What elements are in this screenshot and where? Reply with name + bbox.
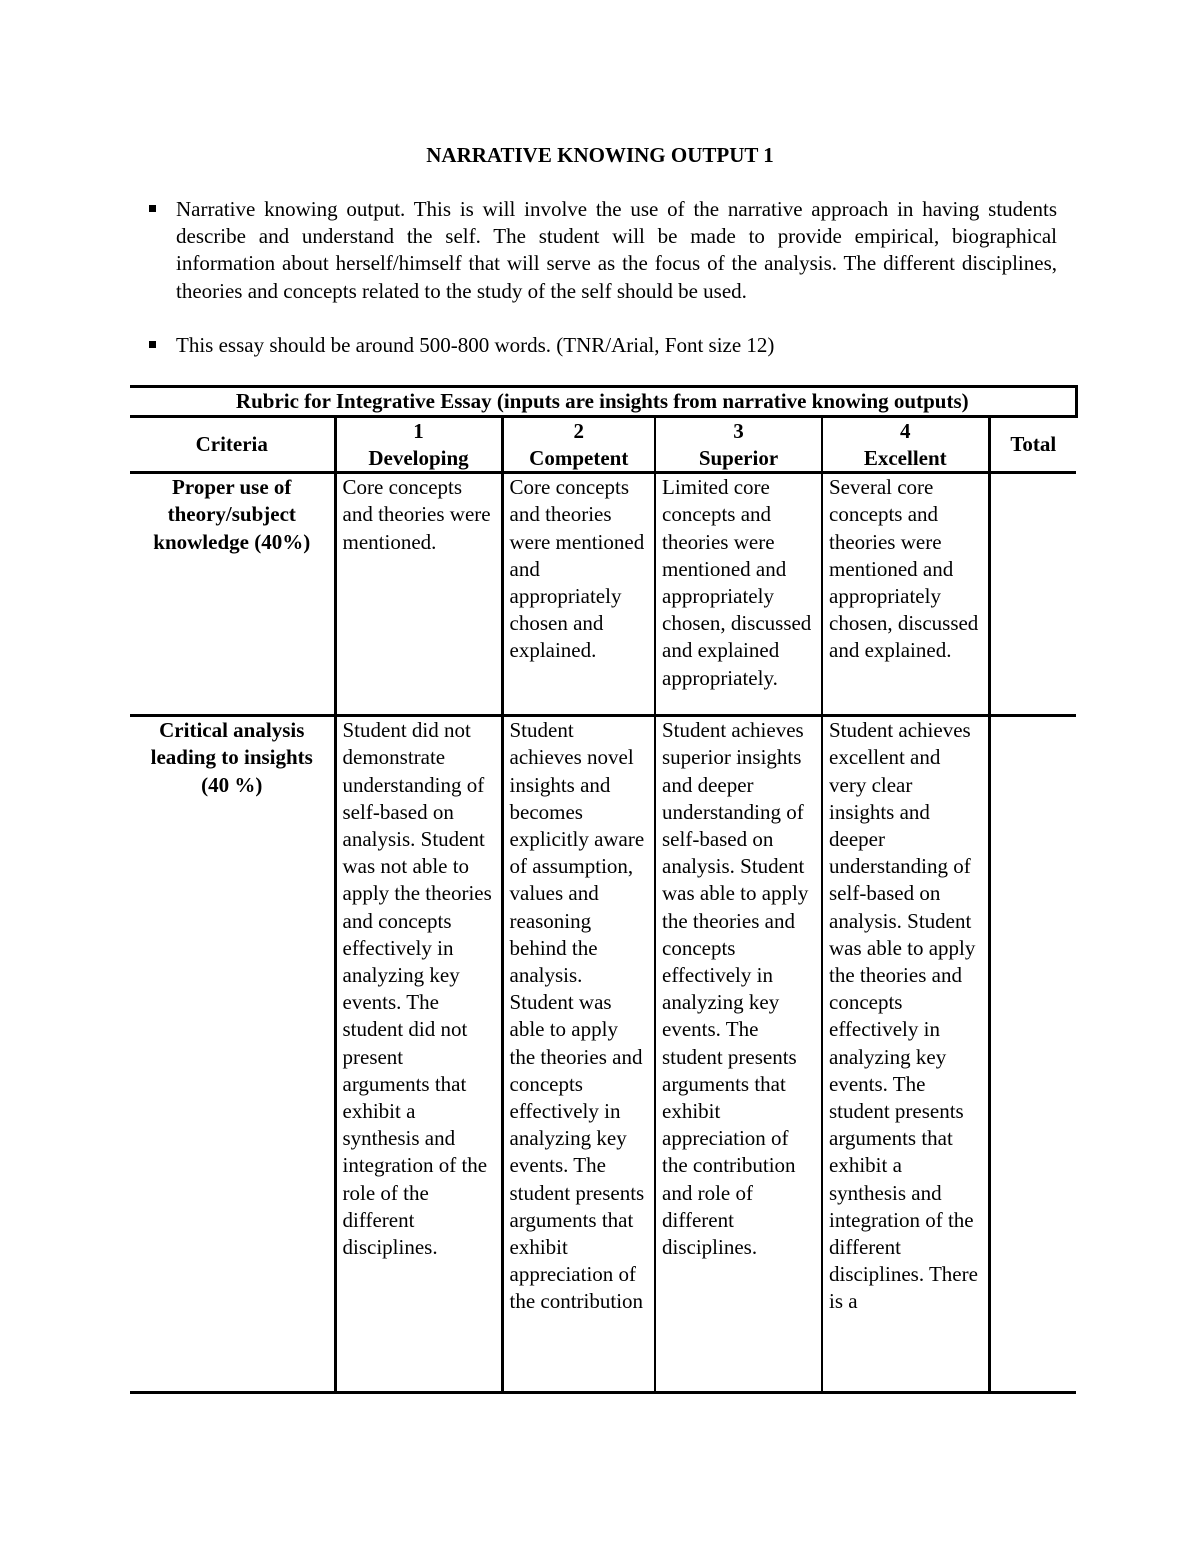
rubric-row — [130, 473, 1076, 716]
superior-cell: Student achieves superior insights and deeper understanding of self-based on analysis. Student was able to apply the theories and concepts effectively in analyzing key events. The student presents arguments that exhibit appreciation of the contribution and role of different disciplines. — [655, 716, 822, 1393]
level-score: 4 — [900, 419, 911, 444]
level-label: Excellent — [863, 445, 947, 470]
header-criteria: Criteria — [130, 417, 335, 473]
level-label: Superior — [698, 445, 779, 470]
excellent-cell: Student achieves excellent and very clear insights and deeper understanding of self-based on analysis. Student was able to apply the theories and concepts effectively in analyzing key events. The student presents arguments that exhibit a synthesis and integration of the different disciplines. There is a — [822, 716, 989, 1393]
level-score: 2 — [573, 419, 584, 444]
instructions-list — [147, 196, 1057, 359]
instruction-item — [147, 196, 1057, 305]
competent-cell: Student achieves novel insights and becomes explicitly aware of assumption, values and reasoning behind the analysis. Student was able to apply the theories and concepts effectively in analyzing key events. The student presents arguments that exhibit appreciation of the contribution — [502, 716, 655, 1393]
square-bullet-icon — [149, 205, 156, 212]
header-total: Total — [989, 417, 1076, 473]
header-level-3 — [655, 417, 822, 473]
criterion-cell: Critical analysis leading to insights (40 %) — [130, 716, 335, 1393]
level-score: 3 — [733, 419, 744, 444]
instruction-text: Narrative knowing output. This is will involve the use of the narrative approach in having students describe and understand the self. The student will be made to provide empirical, biographical information about herself/himself that will serve as the focus of the analysis. The different disciplines, theories and concepts related to the study of the self should be used. — [176, 197, 1057, 303]
header-level-4 — [822, 417, 989, 473]
level-label: Developing — [368, 445, 469, 470]
total-cell — [989, 473, 1076, 716]
competent-cell: Core concepts and theories were mentioned and appropriately chosen and explained. — [502, 473, 655, 716]
header-level-1 — [335, 417, 502, 473]
rubric-title: Rubric for Integrative Essay (inputs are insights from narrative knowing outputs) — [130, 387, 1076, 417]
level-score: 1 — [413, 419, 424, 444]
instruction-text: This essay should be around 500-800 words. (TNR/Arial, Font size 12) — [176, 332, 775, 357]
rubric-row — [130, 716, 1076, 1393]
rubric-title-row — [130, 387, 1076, 417]
rubric-header-row — [130, 417, 1076, 473]
excellent-cell: Several core concepts and theories were mentioned and appropriately chosen, discussed and explained. — [822, 473, 989, 716]
criterion-cell: Proper use of theory/subject knowledge (40%) — [130, 473, 335, 716]
header-level-2 — [502, 417, 655, 473]
developing-cell: Student did not demonstrate understanding of self-based on analysis. Student was not able to apply the theories and concepts effectively in analyzing key events. The student did not present arguments that exhibit a synthesis and integration of the role of the different disciplines. — [335, 716, 502, 1393]
page-title: NARRATIVE KNOWING OUTPUT 1 — [426, 143, 774, 167]
rubric-table — [130, 385, 1078, 1394]
superior-cell: Limited core concepts and theories were mentioned and appropriately chosen, discussed and explained appropriately. — [655, 473, 822, 716]
square-bullet-icon — [149, 341, 156, 348]
developing-cell: Core concepts and theories were mentioned. — [335, 473, 502, 716]
level-label: Competent — [529, 445, 629, 470]
total-cell — [989, 716, 1076, 1393]
instruction-item — [147, 332, 1057, 359]
